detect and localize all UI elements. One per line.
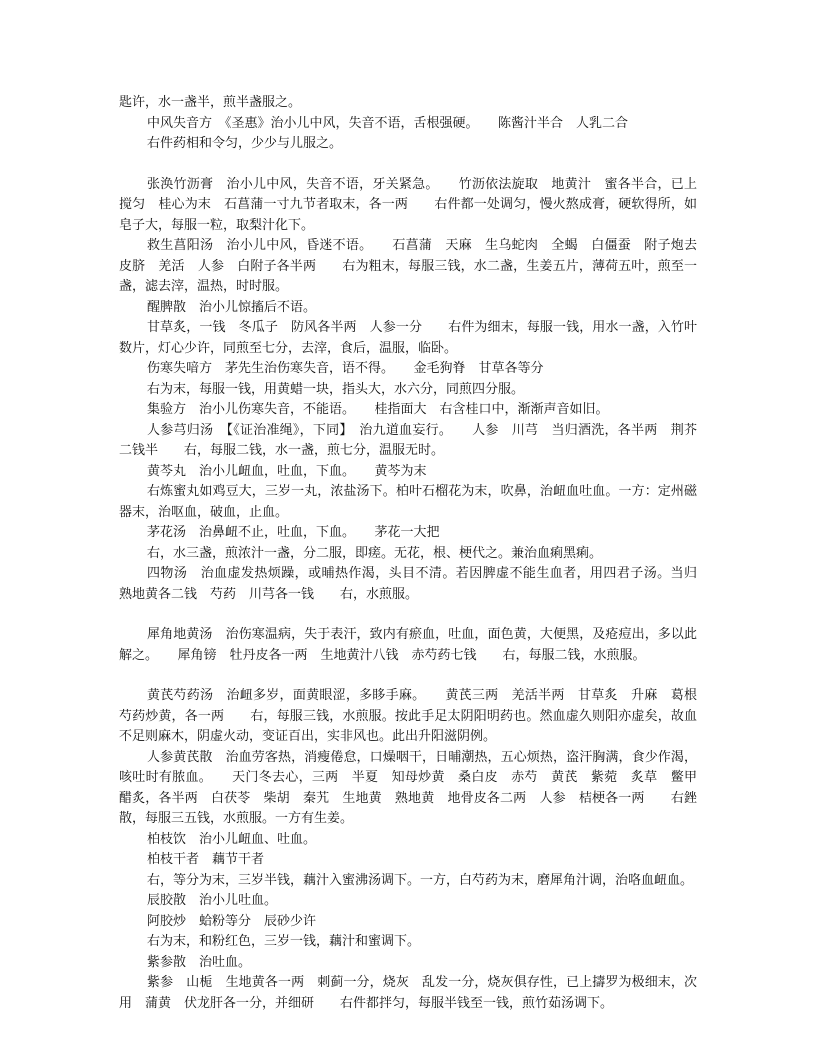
- paragraph-gap: [119, 666, 697, 686]
- paragraph-gap: [119, 605, 697, 625]
- paragraph: 辰胶散 治小儿吐血。: [147, 893, 278, 908]
- paragraph: 紫参 山栀 生地黄各一两 刺蓟一分，烧灰 乱发一分，烧灰俱存性，已上擣罗为极细末，次用 蒲黄 伏龙肝各一分，并细研 右件都拌匀，每服半钱至一钱，煎竹茹汤调下。: [119, 975, 697, 1011]
- paragraph: 柏枝饮 治小儿衄血、吐血。: [147, 831, 317, 847]
- paragraph: 右为末，和粉红色，三岁一钱，藕汁和蜜调下。: [147, 934, 421, 949]
- paragraph: 柏枝干者 藕节干者: [147, 852, 265, 867]
- paragraph: 犀角地黄汤 治伤寒温病，失于表汗，致内有瘀血，吐血，面色黄，大便黑，及疮痘出，多以此解之。 犀角镑 牡丹皮各一两 生地黄汁八钱 赤芍药七钱 右，每服二钱，水煎服。: [119, 627, 697, 663]
- document-body: [119, 93, 711, 1014]
- paragraph: 右炼蜜丸如鸡豆大，三岁一丸，浓盐汤下。柏叶石榴花为末，吹鼻，治衄血吐血。一方：定州磁器末，治呕血，破血，止血。: [119, 484, 697, 520]
- paragraph: 人参黄芪散 治血劳客热，消瘦倦怠，口燥咽干，日晡潮热，五心烦热，盗汗胸满，食少作渴，咳吐时有脓血。 天门冬去心，三两 半夏 知母炒黄 桑白皮 赤芍 黄芪 紫菀 炙草 鳖甲醋炙，各半两 白茯苓 柴胡 秦艽 生地黄 熟地黄 地骨皮各二两 人参 桔梗各一两 右銼散，每服三五钱，水煎服。一方有生姜。: [119, 749, 697, 826]
- paragraph: 黄芪芍药汤 治衄多岁，面黄眼涩，多眵手麻。 黄芪三两 羌活半两 甘草炙 升麻 葛根 芍药炒黄，各一两 右，每服三钱，水煎服。按此手足太阴阳明药也。然血虚久则阳亦虚矣，故血不足则麻木，阴虚火动，变证百出，实非风也。此出升阳滋阴例。: [119, 688, 711, 744]
- paragraph: 紫参散 治吐血。: [147, 954, 252, 970]
- paragraph: 右，水三盏，煎浓汁一盏，分二服，即瘥。无花，根、梗代之。兼治血痢黑痢。: [147, 545, 603, 561]
- paragraph: 四物汤 治血虚发热烦躁，或晡热作渴，头目不清。若因脾虚不能生血者，用四君子汤。当归 熟地黄各二钱 芍药 川芎各一钱 右，水煎服。: [119, 566, 711, 602]
- paragraph: 醒脾散 治小儿惊搐后不语。: [147, 299, 317, 315]
- paragraph: 集验方 治小儿伤寒失音，不能语。 桂指面大 右含桂口中，渐渐声音如旧。: [147, 402, 609, 417]
- paragraph: 甘草炙，一钱 冬瓜子 防风各半两 人参一分 右件为细末，每服一钱，用水一盏，入竹叶数片，灯心少许，同煎至七分，去滓，食后，温服，临卧。: [119, 320, 697, 356]
- paragraph: 阿胶炒 蛤粉等分 辰砂少许: [147, 913, 317, 929]
- paragraph: 中风失音方 《圣惠》治小儿中风，失音不语，舌根强硬。 陈酱汁半合 人乳二合: [147, 115, 629, 131]
- paragraph: 黄芩丸 治小儿衄血，吐血，下血。 黄芩为末: [147, 463, 427, 479]
- paragraph: 茅花汤 治鼻衄不止，吐血，下血。 茅花一大把: [147, 525, 440, 540]
- paragraph: 右件药相和令匀，少少与儿服之。: [147, 136, 343, 151]
- paragraph: 伤寒失喑方 茅先生治伤寒失音，语不得。 金毛狗脊 甘草各等分: [147, 361, 544, 376]
- paragraph-gap: [119, 155, 697, 175]
- paragraph: 右，等分为末，三岁半钱，藕汁入蜜沸汤调下。一方，白芍药为末，磨犀角汁调，治咯血衄血。: [147, 872, 694, 888]
- paragraph: 右为末，每服一钱，用黄蜡一块，指头大，水六分，同煎四分服。: [147, 381, 525, 397]
- paragraph: 救生菖阳汤 治小儿中风，昏迷不语。 石菖蒲 天麻 生乌蛇肉 全蝎 白僵蚕 附子炮去皮脐 羌活 人参 白附子各半两 右为粗末，每服三钱，水二盏，生姜五片，薄荷五叶，煎至一盏，滤去滓，温热，时时服。: [119, 238, 697, 294]
- paragraph: 匙许，水一盏半，煎半盏服之。: [119, 95, 302, 110]
- paragraph: 张涣竹沥膏 治小儿中风，失音不语，牙关紧急。 竹沥依法旋取 地黄汁 蜜各半合，已上搅匀 桂心为末 石菖蒲一寸九节者取末，各一两 右件都一处调匀，慢火熬成膏，硬软得所，如皂子大，每服一粒，取梨汁化下。: [119, 176, 697, 233]
- paragraph: 人参芎归汤 【《证治准绳》，下同】 治九道血妄行。 人参 川芎 当归酒洗，各半两 荆芥二钱半 右，每服二钱，水一盏，煎七分，温服无时。: [119, 422, 697, 458]
